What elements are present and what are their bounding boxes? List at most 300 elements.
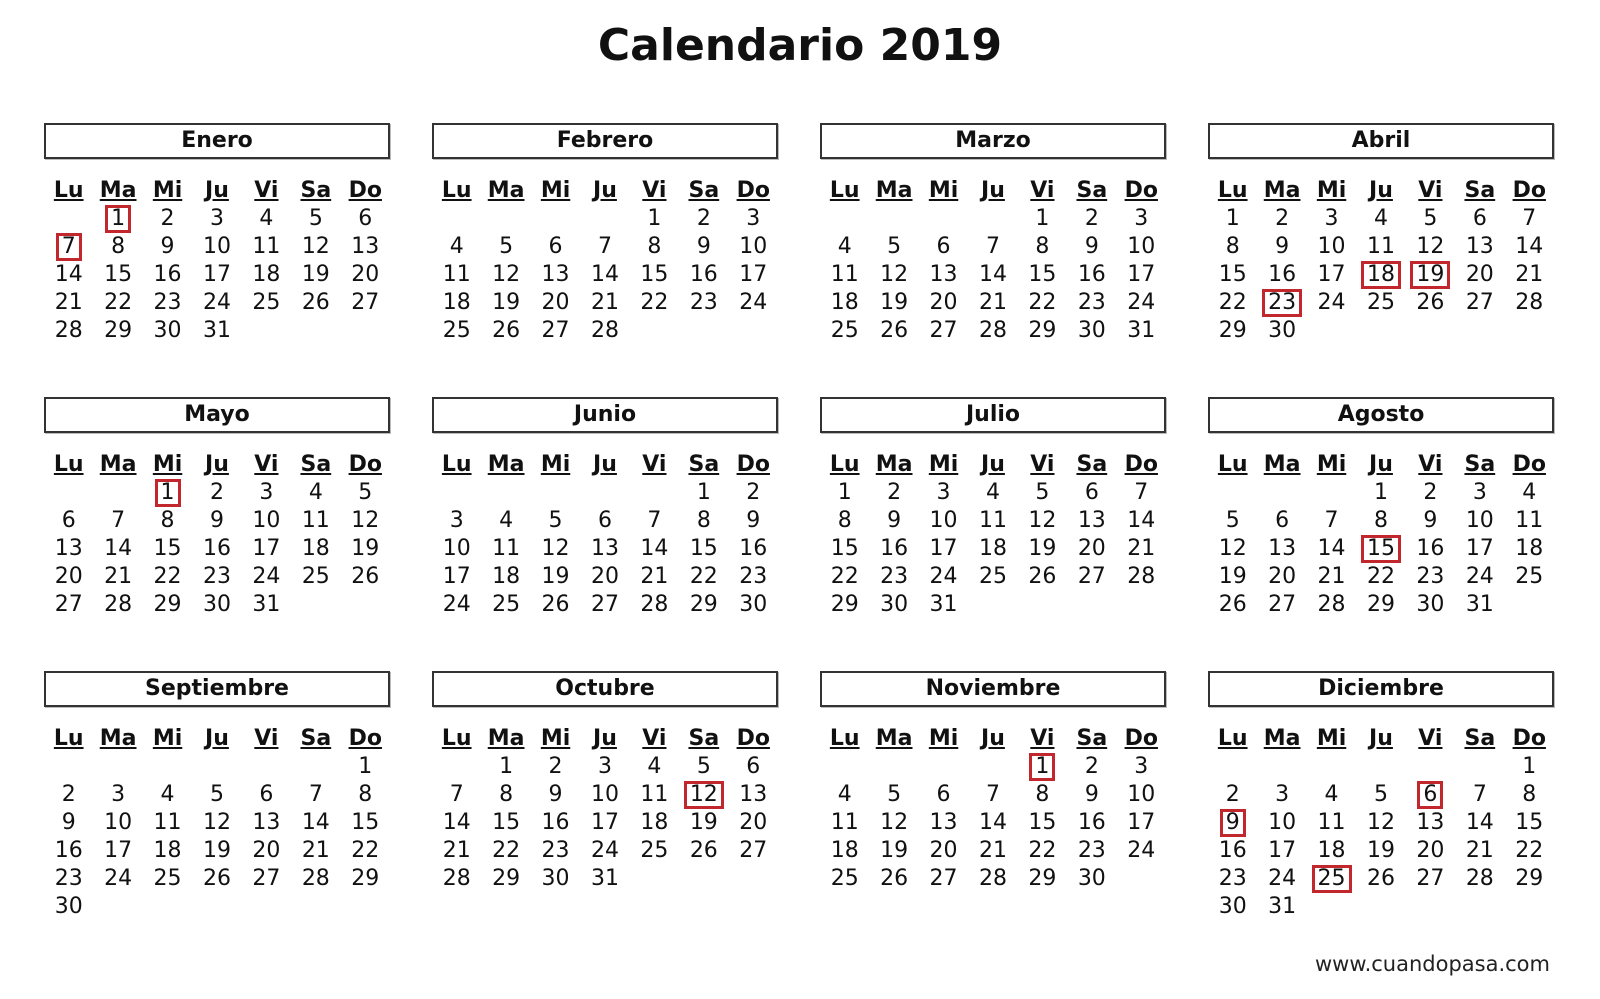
month-name: Septiembre [44,671,390,707]
day-cell [1257,233,1306,261]
day-number: 7 [1324,508,1339,533]
day-cell [869,591,918,619]
week-row [432,507,778,535]
weekday-label: Vi [642,725,667,751]
day-number: 16 [880,536,909,561]
week-row [44,591,390,619]
day-number: 3 [1472,480,1487,505]
day-cell [93,289,142,317]
day-number: 4 [308,480,323,505]
day-cell [729,205,778,233]
weekday-label: Ju [981,725,1005,751]
day-number: 12 [1416,234,1445,259]
day-cell [1257,865,1306,893]
day-cell [531,317,580,345]
day-cell [1018,809,1067,837]
weekday-label: Vi [1418,725,1443,751]
day-cell [1356,809,1405,837]
day-number: 29 [689,592,718,617]
day-cell [1356,893,1405,921]
day-number: 23 [1218,866,1247,891]
day-cell [1505,781,1554,809]
month-days-table [820,175,1166,345]
day-cell [1406,753,1455,781]
weekday-label: Ju [1369,177,1393,203]
weekday-header-row [432,449,778,479]
week-row [432,535,778,563]
day-number: 19 [202,838,231,863]
weekday-label: Do [1512,177,1546,203]
day-cell [1208,535,1257,563]
day-cell [1018,865,1067,893]
weekday-header-row [1208,723,1554,753]
day-number: 31 [1465,592,1494,617]
day-cell [192,563,241,591]
day-cell [1257,781,1306,809]
weekday-label: Lu [53,451,84,477]
day-cell [968,535,1017,563]
day-number: 7 [597,234,612,259]
day-cell [481,289,530,317]
day-number: 8 [1522,782,1537,807]
day-cell [1356,865,1405,893]
weekday-label: Vi [254,451,279,477]
week-row [44,205,390,233]
day-number: 29 [104,318,133,343]
day-cell [242,479,291,507]
day-number: 17 [1127,810,1156,835]
day-number: 22 [689,564,718,589]
day-number: 7 [1134,480,1149,505]
day-cell [580,837,629,865]
day-number: 3 [209,206,224,231]
weekday-label: Sa [300,451,332,477]
weekday-label: Mi [1316,725,1347,751]
day-number: 2 [1084,206,1099,231]
day-cell [1208,865,1257,893]
day-cell [580,507,629,535]
day-cell [432,233,481,261]
day-cell [1067,781,1116,809]
day-number: 1 [1522,754,1537,779]
day-cell [1356,781,1405,809]
day-cell [341,479,390,507]
day-cell [1208,289,1257,317]
day-number: 27 [54,592,83,617]
day-cell [192,479,241,507]
day-number: 2 [160,206,175,231]
day-cell [242,233,291,261]
day-cell [1356,289,1405,317]
day-cell [1406,289,1455,317]
day-cell [1455,289,1504,317]
day-cell [481,809,530,837]
day-number: 27 [590,592,619,617]
day-cell [432,781,481,809]
day-cell [1505,233,1554,261]
day-cell [1356,317,1405,345]
month-days-table [1208,175,1554,345]
day-cell [44,507,93,535]
day-cell [919,535,968,563]
day-cell [580,809,629,837]
day-cell [1257,205,1306,233]
day-number: 10 [442,536,471,561]
day-number: 24 [1127,290,1156,315]
day-cell [1307,591,1356,619]
day-cell [1406,781,1455,809]
day-number: 22 [1218,290,1247,315]
day-cell [481,233,530,261]
day-cell [291,591,340,619]
day-cell [531,507,580,535]
month-days-table [432,723,778,893]
day-number: 19 [880,290,909,315]
weekday-label: Ju [1369,451,1393,477]
day-number: 24 [1317,290,1346,315]
day-cell [1208,809,1257,837]
day-cell [1406,535,1455,563]
day-cell [432,205,481,233]
day-number: 22 [830,564,859,589]
day-number: 19 [880,838,909,863]
day-cell [1307,837,1356,865]
day-number: 3 [1324,206,1339,231]
day-cell [729,233,778,261]
day-cell [93,507,142,535]
day-cell [93,893,142,921]
day-cell [679,317,728,345]
day-number: 26 [301,290,330,315]
day-number: 17 [442,564,471,589]
weekday-label: Mi [928,177,959,203]
day-number: 5 [1373,782,1388,807]
day-number: 27 [541,318,570,343]
day-number: 16 [541,810,570,835]
day-number: 2 [1225,782,1240,807]
day-cell [630,591,679,619]
day-number: 23 [153,290,182,315]
week-row [820,865,1166,893]
day-cell [531,289,580,317]
day-number: 6 [358,206,373,231]
day-cell [630,507,679,535]
day-cell [729,781,778,809]
holiday-day: 19 [1410,261,1450,289]
week-row [1208,289,1554,317]
day-number: 26 [880,866,909,891]
week-row [1208,837,1554,865]
day-cell [1505,809,1554,837]
day-cell [481,507,530,535]
day-number: 18 [1515,536,1544,561]
day-number: 22 [153,564,182,589]
day-number: 23 [1077,838,1106,863]
day-number: 17 [1127,262,1156,287]
day-number: 15 [492,810,521,835]
day-number: 5 [499,234,514,259]
day-cell [93,317,142,345]
day-cell [481,753,530,781]
day-number: 24 [590,838,619,863]
day-number: 25 [640,838,669,863]
weekday-label: Vi [1030,177,1055,203]
day-cell [93,865,142,893]
day-number: 30 [880,592,909,617]
day-cell [1455,809,1504,837]
day-cell [1117,837,1166,865]
weekday-label: Sa [1076,725,1108,751]
day-number: 28 [104,592,133,617]
day-cell [44,233,93,261]
day-number: 18 [640,810,669,835]
day-cell [580,535,629,563]
day-cell [869,563,918,591]
day-cell [432,753,481,781]
week-row [1208,563,1554,591]
day-number: 11 [1317,810,1346,835]
day-cell [93,781,142,809]
day-cell [1018,753,1067,781]
day-number: 21 [640,564,669,589]
day-number: 3 [1134,206,1149,231]
day-cell [481,479,530,507]
day-cell [1406,865,1455,893]
day-number: 20 [929,290,958,315]
day-number: 21 [104,564,133,589]
day-cell [1505,289,1554,317]
weekday-label: Ju [1369,725,1393,751]
day-number: 5 [1225,508,1240,533]
day-cell [1356,535,1405,563]
weekday-label: Mi [540,725,571,751]
day-cell [341,753,390,781]
day-number: 9 [1084,782,1099,807]
day-number: 9 [1084,234,1099,259]
day-cell [143,563,192,591]
day-number: 13 [1077,508,1106,533]
day-number: 24 [1465,564,1494,589]
day-number: 17 [739,262,768,287]
day-number: 12 [1028,508,1057,533]
day-cell [93,479,142,507]
day-number: 12 [1366,810,1395,835]
month-agosto [1208,397,1554,639]
day-cell [1307,753,1356,781]
day-cell [1406,317,1455,345]
day-cell [1505,507,1554,535]
day-cell [630,233,679,261]
weekday-label: Lu [829,725,860,751]
weekday-label: Ju [593,725,617,751]
day-number: 26 [1028,564,1057,589]
day-cell [1117,591,1166,619]
day-number: 7 [1522,206,1537,231]
day-cell [1067,479,1116,507]
day-number: 17 [590,810,619,835]
day-cell [1455,753,1504,781]
day-number: 7 [1472,782,1487,807]
day-cell [93,753,142,781]
week-row [432,317,778,345]
weekday-label: Do [736,451,770,477]
day-cell [143,809,192,837]
day-cell [291,893,340,921]
day-cell [1067,261,1116,289]
day-number: 20 [351,262,380,287]
day-cell [729,317,778,345]
weekday-label: Do [348,177,382,203]
day-number: 10 [929,508,958,533]
week-row [820,317,1166,345]
day-cell [1257,893,1306,921]
day-cell [143,837,192,865]
day-cell [44,893,93,921]
day-cell [1505,535,1554,563]
week-row [1208,781,1554,809]
week-row [44,563,390,591]
weekday-header-row [44,723,390,753]
week-row [432,563,778,591]
day-number: 8 [1035,782,1050,807]
weekday-label: Ma [1263,177,1301,203]
day-cell [291,233,340,261]
day-cell [341,893,390,921]
day-number: 25 [153,866,182,891]
day-cell [481,317,530,345]
week-row [44,261,390,289]
day-number: 20 [252,838,281,863]
day-cell [729,591,778,619]
day-cell [93,205,142,233]
day-cell [1356,753,1405,781]
day-cell [968,261,1017,289]
day-number: 8 [358,782,373,807]
day-cell [919,781,968,809]
day-cell [679,233,728,261]
day-number: 18 [442,290,471,315]
day-cell [820,781,869,809]
day-number: 30 [1077,318,1106,343]
day-cell [1067,289,1116,317]
day-number: 28 [1317,592,1346,617]
day-number: 20 [1077,536,1106,561]
weekday-label: Lu [441,725,472,751]
day-number: 7 [308,782,323,807]
week-row [44,837,390,865]
day-number: 14 [301,810,330,835]
weekday-label: Vi [254,177,279,203]
day-cell [1406,563,1455,591]
day-number: 11 [640,782,669,807]
weekday-label: Ma [875,177,913,203]
day-number: 27 [739,838,768,863]
day-cell [1257,563,1306,591]
week-row [432,205,778,233]
month-days-table [44,723,390,921]
week-row [820,205,1166,233]
month-abril [1208,123,1554,365]
day-cell [820,535,869,563]
day-number: 25 [252,290,281,315]
day-cell [1018,289,1067,317]
month-name: Noviembre [820,671,1166,707]
day-cell [1455,479,1504,507]
day-cell [481,261,530,289]
day-cell [968,837,1017,865]
month-days-table [1208,449,1554,619]
week-row [432,289,778,317]
day-cell [432,535,481,563]
day-cell [432,837,481,865]
day-cell [1018,205,1067,233]
day-number: 14 [54,262,83,287]
day-number: 24 [252,564,281,589]
month-days-table [44,449,390,619]
day-number: 22 [351,838,380,863]
week-row [432,591,778,619]
day-cell [1307,205,1356,233]
day-number: 18 [252,262,281,287]
day-number: 21 [1465,838,1494,863]
month-mayo [44,397,390,639]
day-cell [291,289,340,317]
day-cell [1406,809,1455,837]
week-row [432,781,778,809]
day-number: 6 [746,754,761,779]
day-cell [1455,261,1504,289]
day-cell [630,753,679,781]
day-cell [869,535,918,563]
weekday-label: Lu [441,177,472,203]
day-cell [143,893,192,921]
day-cell [1455,317,1504,345]
day-cell [143,233,192,261]
day-cell [44,261,93,289]
day-number: 22 [1028,290,1057,315]
day-number: 29 [830,592,859,617]
day-number: 29 [153,592,182,617]
day-cell [919,289,968,317]
day-number: 13 [1465,234,1494,259]
day-cell [679,535,728,563]
day-number: 10 [1465,508,1494,533]
day-cell [869,233,918,261]
day-cell [143,479,192,507]
day-number: 6 [936,782,951,807]
weekday-label: Mi [1316,177,1347,203]
day-number: 10 [1268,810,1297,835]
day-cell [1257,535,1306,563]
day-cell [1208,753,1257,781]
weekday-label: Lu [1217,451,1248,477]
day-cell [44,535,93,563]
day-cell [341,233,390,261]
day-cell [679,479,728,507]
weekday-label: Ma [487,725,525,751]
day-cell [341,507,390,535]
month-enero [44,123,390,365]
day-number: 17 [929,536,958,561]
day-number: 3 [746,206,761,231]
day-cell [44,317,93,345]
day-cell [143,865,192,893]
day-cell [1505,317,1554,345]
day-cell [291,507,340,535]
week-row [1208,865,1554,893]
day-cell [1208,591,1257,619]
day-number: 27 [929,318,958,343]
